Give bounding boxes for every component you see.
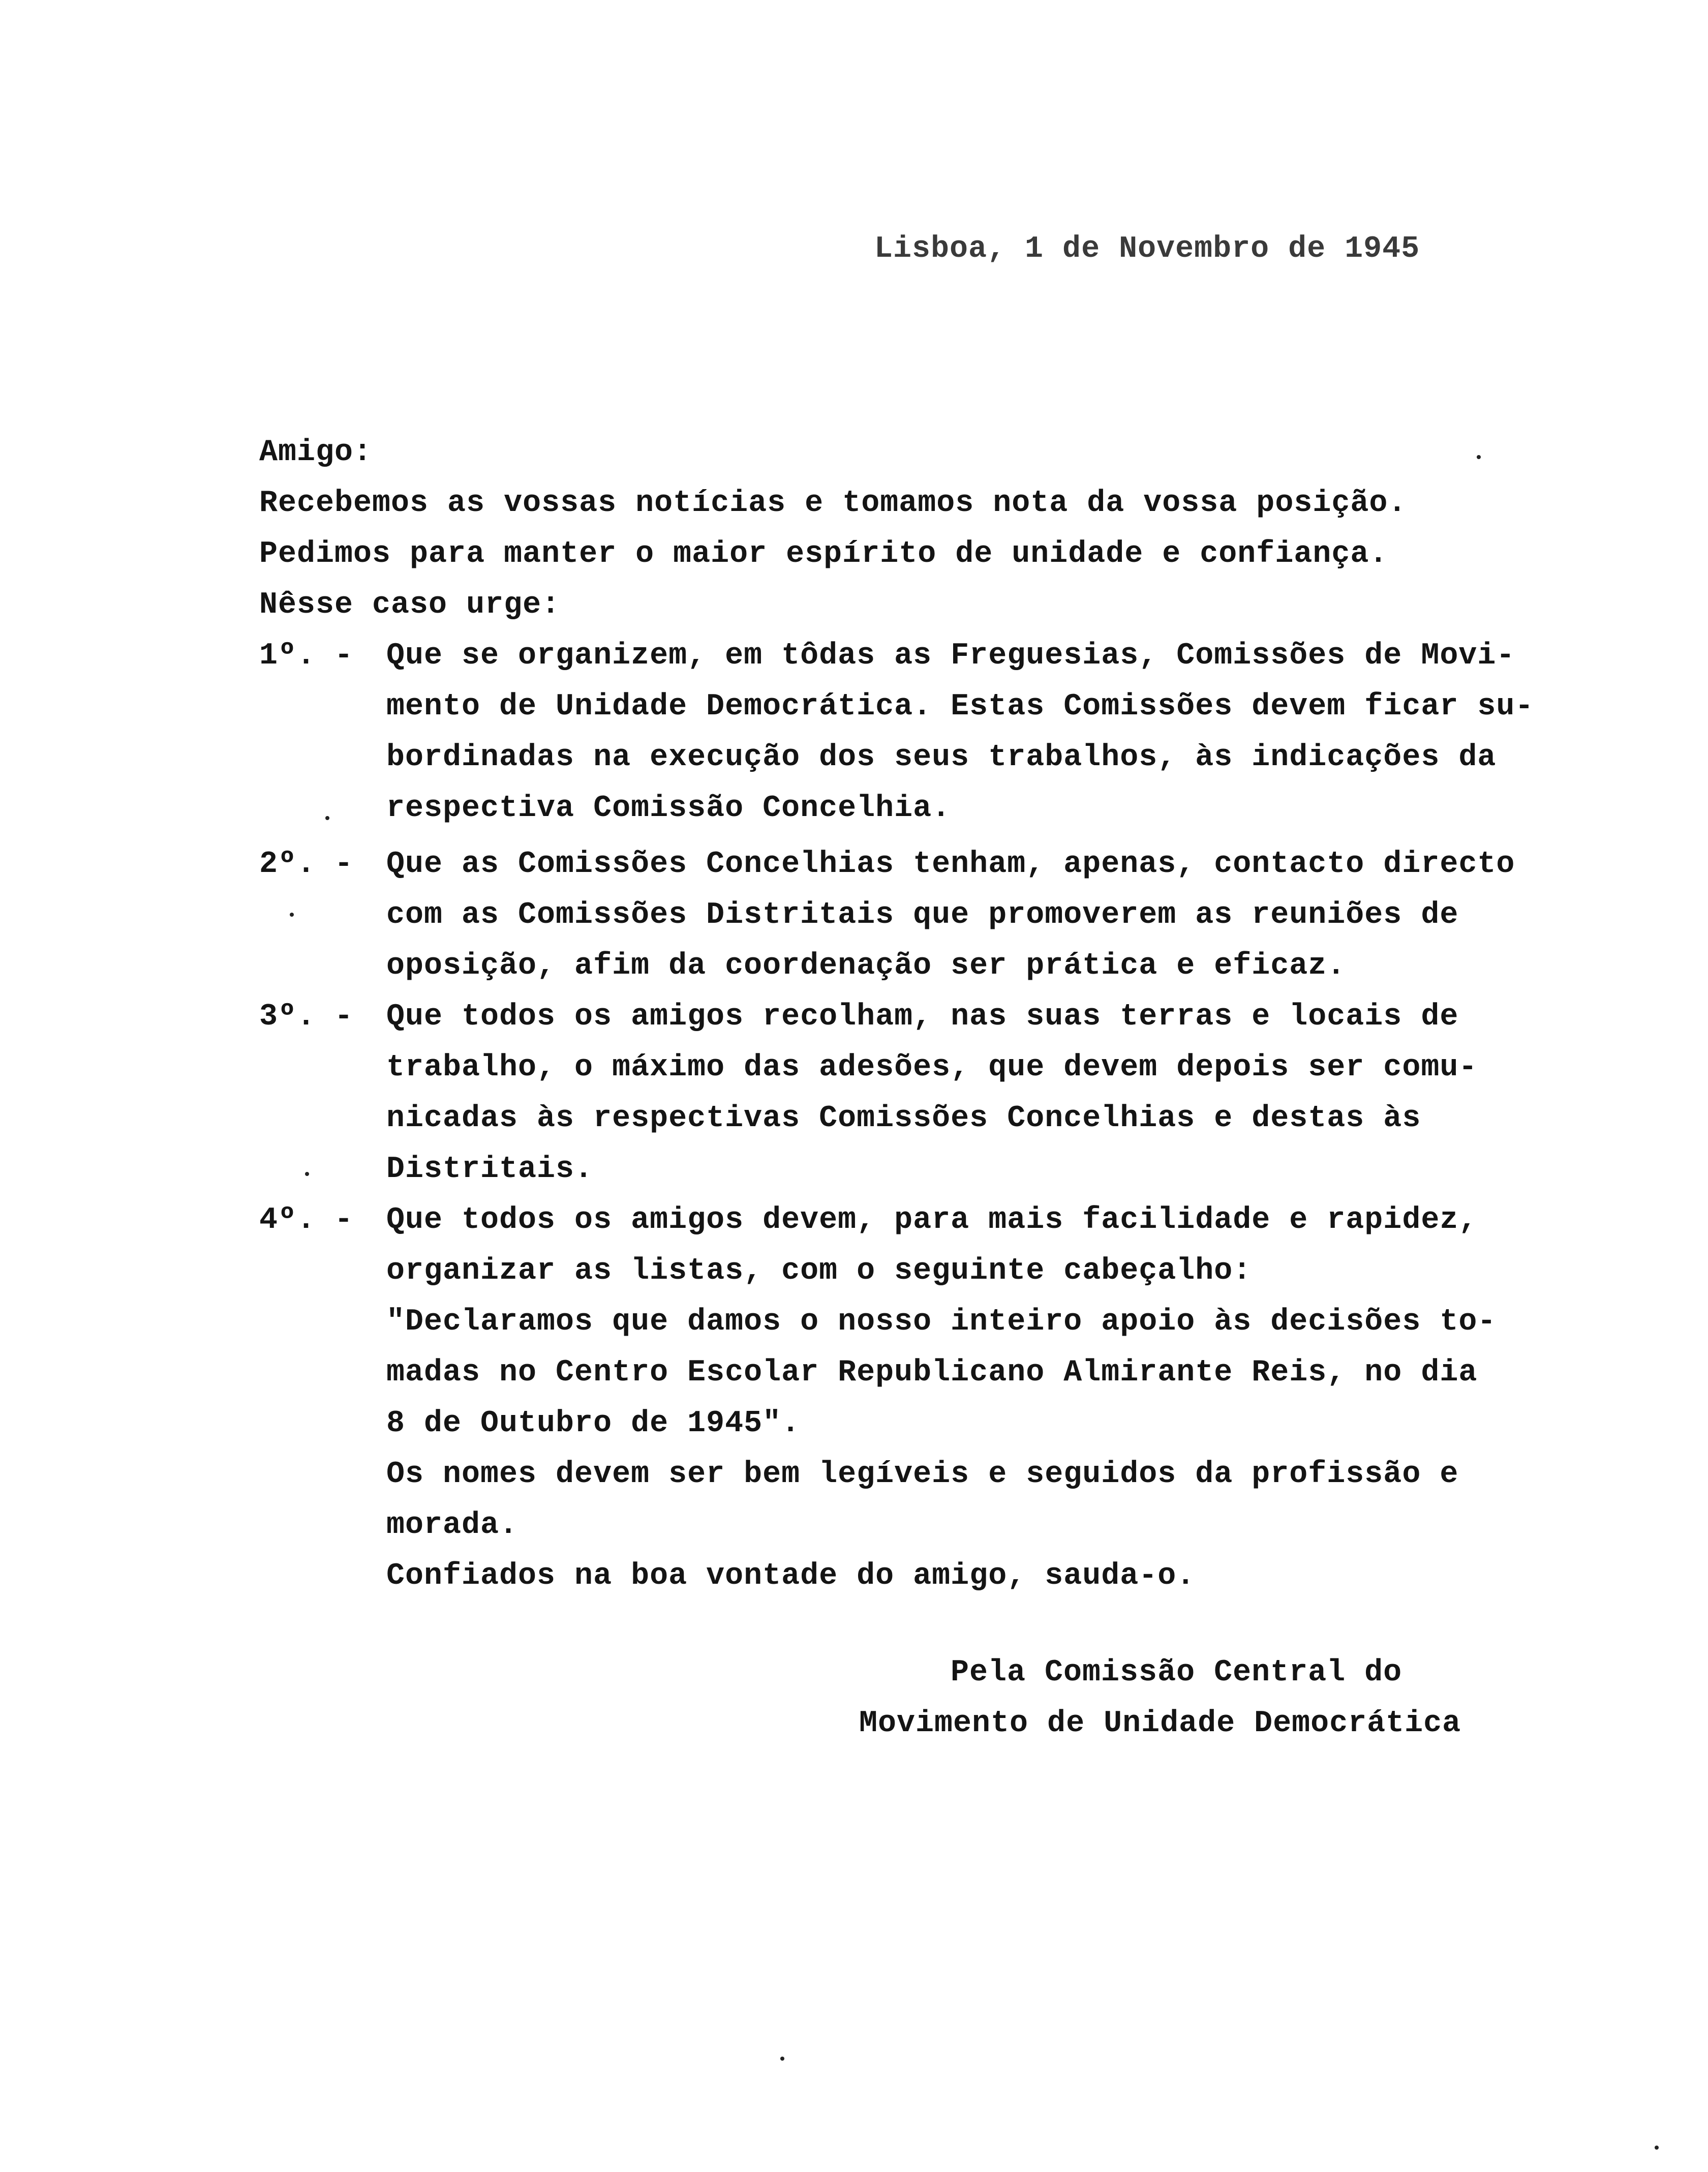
item-line: "Declaramos que damos o nosso inteiro apoio às decisões to-	[386, 1305, 1497, 1339]
scan-speck	[305, 1172, 309, 1176]
scan-speck	[1477, 455, 1481, 459]
date-line: Lisboa, 1 de Novembro de 1945	[874, 232, 1420, 266]
signature-block	[859, 1647, 1461, 1749]
greeting: Amigo:	[259, 435, 373, 470]
item-number: 1º. -	[259, 639, 354, 673]
item-line: Distritais.	[386, 1152, 594, 1187]
item-line: organizar as listas, com o seguinte cabeçalho:	[386, 1254, 1252, 1288]
item-line: trabalho, o máximo das adesões, que devem depois ser comu-	[386, 1050, 1478, 1085]
item-line: Os nomes devem ser bem legíveis e seguidos da profissão e	[386, 1457, 1459, 1492]
scan-speck	[780, 2057, 784, 2061]
item-line: Que todos os amigos recolham, nas suas terras e locais de	[386, 1000, 1459, 1034]
item-line: mento de Unidade Democrática. Estas Comissões devem ficar su-	[386, 689, 1534, 724]
item-body	[386, 1195, 1606, 1602]
item-line: com as Comissões Distritais que promoverem as reuniões de	[386, 898, 1459, 932]
item-body	[386, 839, 1606, 991]
item-line: Que as Comissões Concelhias tenham, apenas, contacto directo	[386, 847, 1515, 882]
item-body	[386, 991, 1606, 1195]
item-line: oposição, afim da coordenação ser prática e eficaz.	[386, 949, 1346, 983]
signature-line-2: Movimento de Unidade Democrática	[859, 1706, 1461, 1741]
item-number: 2º. -	[259, 847, 354, 882]
item-line: Que se organizem, em tôdas as Freguesias, Comissões de Movi-	[386, 639, 1515, 673]
item-number: 3º. -	[259, 1000, 354, 1034]
signature-line-1: Pela Comissão Central do	[951, 1655, 1402, 1690]
scan-speck	[290, 913, 294, 917]
intro-line-1: Recebemos as vossas notícias e tomamos nota da vossa posição.	[259, 486, 1407, 521]
item-line: nicadas às respectivas Comissões Concelhias e destas às	[386, 1101, 1421, 1136]
item-line: Confiados na boa vontade do amigo, sauda-o.	[386, 1559, 1196, 1593]
item-body	[386, 630, 1606, 834]
item-line: Que todos os amigos devem, para mais facilidade e rapidez,	[386, 1203, 1478, 1238]
item-line: madas no Centro Escolar Republicano Almirante Reis, no dia	[386, 1355, 1478, 1390]
scan-speck	[1655, 2146, 1659, 2150]
item-line: morada.	[386, 1508, 518, 1543]
intro-line-3: Nêsse caso urge:	[259, 588, 561, 622]
scan-speck	[325, 816, 329, 820]
intro-line-2: Pedimos para manter o maior espírito de unidade e confiança.	[259, 537, 1388, 571]
item-number: 4º. -	[259, 1203, 354, 1238]
item-line: respectiva Comissão Concelhia.	[386, 791, 951, 826]
item-line: 8 de Outubro de 1945".	[386, 1406, 801, 1441]
item-line: bordinadas na execução dos seus trabalhos, às indicações da	[386, 740, 1497, 775]
